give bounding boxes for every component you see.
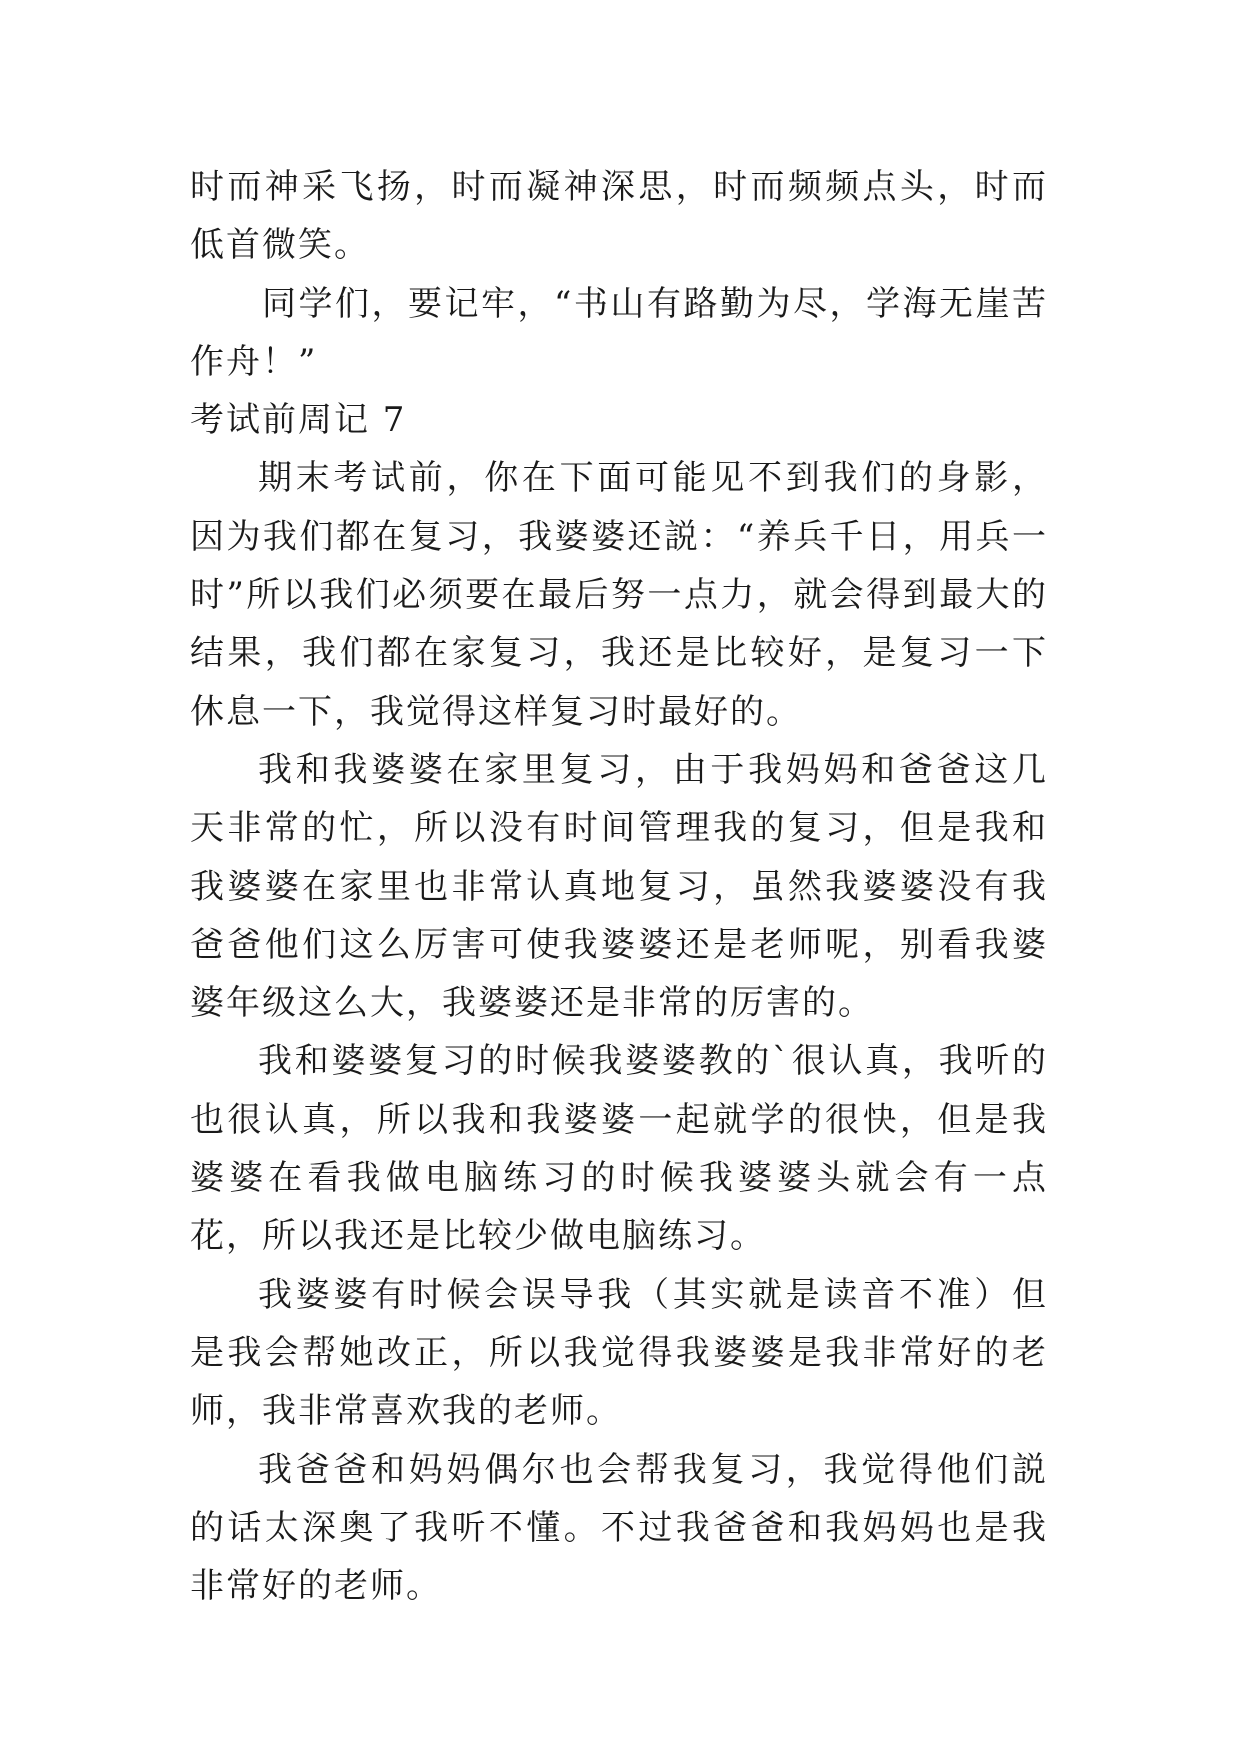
paragraph: 期末考试前，你在下面可能见不到我们的身影，因为我们都在复习，我婆婆还説：“养兵千日，用兵一时”所以我们必须要在最后努一点力，就会得到最大的结果，我们都在家复习，我还是比较好，是复习一下休息一下，我觉得这样复习时最好的。: [190, 458, 1048, 732]
section-heading: 考试前周记 7: [190, 400, 407, 441]
paragraph: 我和我婆婆在家里复习，由于我妈妈和爸爸这几天非常的忙，所以没有时间管理我的复习，但是我和我婆婆在家里也非常认真地复习，虽然我婆婆没有我爸爸他们这么厉害可使我婆婆还是老师呢，别看我婆婆年级这么大，我婆婆还是非常的厉害的。: [190, 749, 1048, 1024]
document-body: [190, 158, 1048, 1615]
paragraph-quote: 同学们，要记牢，“书山有路勤为尽，学海无崖苦作舟！”: [190, 283, 1048, 382]
paragraph: 我爸爸和妈妈偶尔也会帮我复习，我觉得他们説的话太深奥了我听不懂。不过我爸爸和我妈妈也是我非常好的老师。: [190, 1449, 1048, 1607]
paragraph-continuation: 时而神采飞扬，时而凝神深思，时而频频点头，时而低首微笑。: [190, 167, 1048, 266]
paragraph: 我婆婆有时候会误导我（其实就是读音不准）但是我会帮她改正，所以我觉得我婆婆是我非常好的老师，我非常喜欢我的老师。: [190, 1274, 1048, 1432]
paragraph: 我和婆婆复习的时候我婆婆教的`很认真，我听的也很认真，所以我和我婆婆一起就学的很快，但是我婆婆在看我做电脑练习的时候我婆婆头就会有一点花，所以我还是比较少做电脑练习。: [190, 1041, 1048, 1257]
